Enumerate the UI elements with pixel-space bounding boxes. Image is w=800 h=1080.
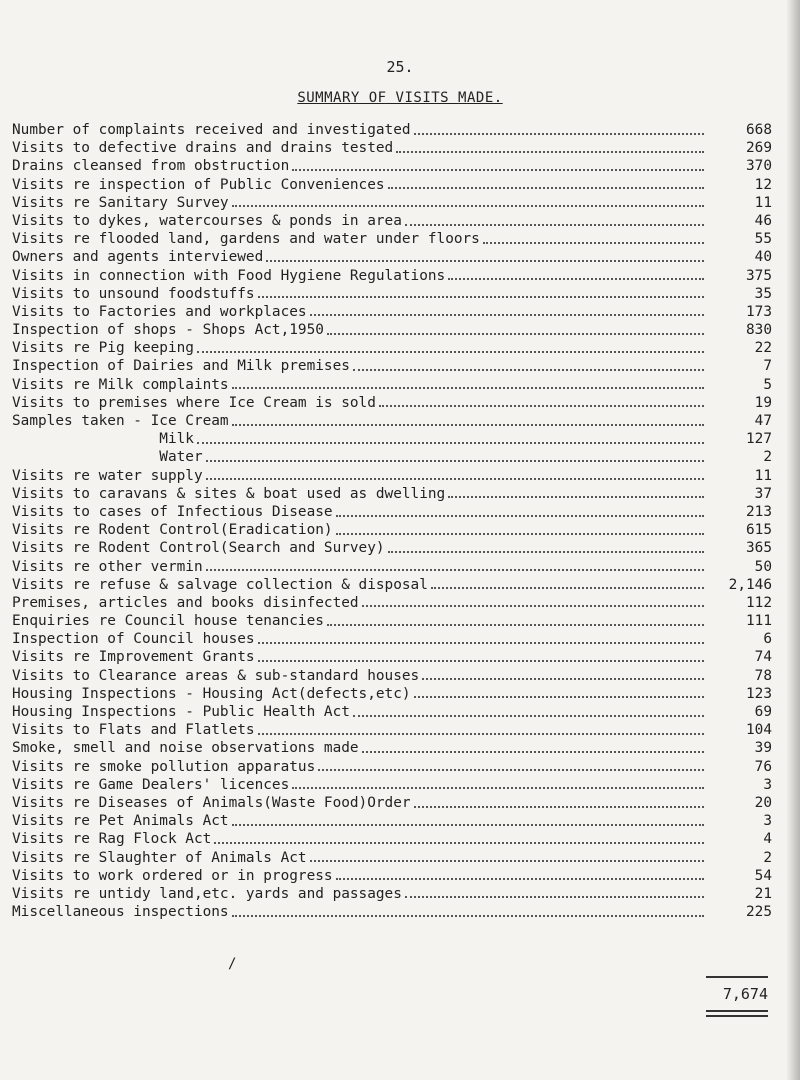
item-count: 7 (763, 358, 772, 375)
dot-leader (232, 205, 704, 207)
dot-leader (206, 569, 704, 571)
list-item (12, 867, 772, 885)
list-item (12, 139, 772, 157)
item-label: Smoke, smell and noise observations made (12, 740, 359, 757)
list-item (12, 394, 772, 412)
dot-leader (414, 696, 704, 698)
list-item (12, 503, 772, 521)
item-label: Visits to work ordered or in progress (12, 867, 333, 884)
item-count: 6 (763, 631, 772, 648)
list-item (12, 849, 772, 867)
item-label: Visits to Clearance areas & sub-standard houses (12, 667, 420, 684)
item-count: 127 (746, 431, 772, 448)
item-label: Visits re Rodent Control(Eradication) (12, 522, 333, 539)
item-label: Housing Inspections - Housing Act(defects,etc) (12, 685, 411, 702)
list-item (12, 212, 772, 230)
pencil-tick-mark: / (228, 956, 237, 972)
item-label: Visits to cases of Infectious Disease (12, 503, 333, 520)
item-count: 54 (754, 867, 772, 884)
item-label: Visits re refuse & salvage collection & disposal (12, 576, 428, 593)
item-label: Miscellaneous inspections (12, 904, 229, 921)
item-count: 19 (754, 394, 772, 411)
item-count: 213 (746, 503, 772, 520)
list-item (12, 485, 772, 503)
list-item (12, 521, 772, 539)
dot-leader (197, 351, 704, 353)
item-label: Visits re Milk complaints (12, 376, 229, 393)
item-label: Visits in connection with Food Hygiene Regulations (12, 267, 446, 284)
dot-leader (232, 424, 704, 426)
list-item (12, 176, 772, 194)
list-item (12, 794, 772, 812)
item-count: 50 (754, 558, 772, 575)
dot-leader (327, 333, 704, 335)
item-label: Visits re Slaughter of Animals Act (12, 849, 307, 866)
item-count: 4 (763, 831, 772, 848)
list-item (12, 303, 772, 321)
item-label: Housing Inspections - Public Health Act (12, 704, 350, 720)
dot-leader (258, 660, 704, 662)
list-item (12, 467, 772, 485)
list-item (12, 412, 772, 430)
item-label: Visits re water supply (12, 467, 203, 484)
item-label: Owners and agents interviewed (12, 249, 264, 266)
item-count: 2 (763, 449, 772, 466)
item-label: Inspection of shops - Shops Act,1950 (12, 322, 324, 339)
list-item (12, 339, 772, 357)
dot-leader (336, 878, 704, 880)
dot-leader (292, 169, 704, 171)
item-count: 615 (746, 522, 772, 539)
item-label: Visits to defective drains and drains tested (12, 140, 394, 157)
page-title: SUMMARY OF VISITS MADE. (297, 90, 503, 106)
dot-leader (448, 496, 704, 498)
item-count: 830 (746, 322, 772, 339)
list-item (12, 703, 772, 721)
dot-leader (232, 915, 704, 917)
list-item (12, 612, 772, 630)
item-count: 21 (754, 885, 772, 902)
item-count: 2 (763, 849, 772, 866)
list-item (12, 194, 772, 212)
list-item (12, 157, 772, 175)
item-label: Visits re Pet Animals Act (12, 813, 229, 830)
dot-leader (414, 806, 704, 808)
item-label: Visits re Game Dealers' licences (12, 776, 290, 793)
total-value: 7,674 (722, 985, 768, 1003)
list-item (12, 357, 772, 375)
dot-leader (258, 296, 704, 298)
item-count: 11 (754, 467, 772, 484)
item-label: Samples taken - Ice Cream (12, 413, 229, 429)
page-edge-shadow (786, 0, 800, 1080)
dot-leader (318, 769, 704, 771)
item-count: 365 (746, 540, 772, 557)
item-count: 11 (754, 194, 772, 211)
dot-leader (396, 151, 704, 153)
item-count: 12 (754, 176, 772, 193)
item-count: 20 (754, 794, 772, 811)
dot-leader (388, 551, 704, 553)
list-item (12, 321, 772, 339)
item-label: Premises, articles and books disinfected (12, 594, 359, 611)
item-label: Visits re untidy land,etc. yards and passages (12, 885, 402, 902)
list-item (12, 594, 772, 612)
item-label: Visits re Pig keeping (12, 340, 194, 357)
item-label: Visits re Improvement Grants (12, 649, 255, 666)
dot-leader (197, 442, 704, 444)
list-item (12, 758, 772, 776)
item-label: Inspection of Council houses (12, 631, 255, 648)
item-count: 78 (754, 667, 772, 684)
list-item (12, 539, 772, 557)
item-count: 55 (754, 231, 772, 248)
list-item (12, 267, 772, 285)
item-count: 668 (746, 122, 772, 138)
item-label: Visits re Rodent Control(Search and Survey) (12, 540, 385, 557)
item-count: 47 (754, 413, 772, 429)
item-count: 104 (746, 722, 772, 739)
item-label: Visits to Factories and workplaces (12, 303, 307, 320)
item-count: 76 (754, 758, 772, 775)
visits-summary-list (12, 121, 772, 921)
item-label: Visits to dykes, watercourses & ponds in area (12, 212, 402, 229)
item-count: 123 (746, 685, 772, 702)
item-label: Visits to premises where Ice Cream is sold (12, 394, 376, 411)
dot-leader (266, 260, 704, 262)
item-count: 22 (754, 340, 772, 357)
dot-leader (232, 387, 704, 389)
dot-leader (292, 787, 704, 789)
item-count: 46 (754, 212, 772, 229)
item-label: Visits to caravans & sites & boat used as dwelling (12, 485, 446, 502)
dot-leader (405, 896, 704, 898)
item-count: 39 (754, 740, 772, 757)
item-count: 5 (763, 376, 772, 393)
item-count: 3 (763, 813, 772, 830)
item-count: 3 (763, 776, 772, 793)
dot-leader (206, 478, 704, 480)
dot-leader (362, 605, 704, 607)
dot-leader (336, 515, 704, 517)
list-item (12, 248, 772, 266)
dot-leader (431, 587, 704, 589)
list-item (12, 885, 772, 903)
item-label: Drains cleansed from obstruction (12, 158, 290, 175)
double-underline (706, 1010, 768, 1017)
dot-leader (214, 842, 704, 844)
item-count: 2,146 (728, 576, 772, 593)
item-count: 173 (746, 303, 772, 320)
list-item (12, 430, 772, 448)
list-item (12, 830, 772, 848)
list-item (12, 630, 772, 648)
item-count: 74 (754, 649, 772, 666)
dot-leader (422, 678, 704, 680)
item-label: Inspection of Dairies and Milk premises (12, 358, 350, 375)
list-item (12, 558, 772, 576)
list-item (12, 776, 772, 794)
list-item (12, 721, 772, 739)
dot-leader (362, 751, 704, 753)
item-label: Enquiries re Council house tenancies (12, 613, 324, 630)
item-count: 35 (754, 285, 772, 302)
item-count: 69 (754, 704, 772, 720)
item-label: Number of complaints received and investigated (12, 122, 411, 138)
item-label: Milk (12, 431, 194, 448)
dot-leader (405, 224, 704, 226)
item-label: Visits re inspection of Public Conveniences (12, 176, 385, 193)
page-number: 25. (386, 58, 414, 76)
item-label: Visits to Flats and Flatlets (12, 722, 255, 739)
dot-leader (448, 278, 704, 280)
dot-leader (327, 624, 704, 626)
dot-leader (353, 715, 704, 717)
item-label: Water (12, 449, 203, 466)
dot-leader (310, 860, 704, 862)
item-count: 112 (746, 594, 772, 611)
item-label: Visits re other vermin (12, 558, 203, 575)
item-label: Visits re Sanitary Survey (12, 194, 229, 211)
dot-leader (310, 314, 704, 316)
list-item (12, 285, 772, 303)
dot-leader (379, 405, 704, 407)
list-item (12, 903, 772, 921)
item-count: 370 (746, 158, 772, 175)
dot-leader (353, 369, 704, 371)
list-item (12, 376, 772, 394)
item-label: Visits re smoke pollution apparatus (12, 758, 316, 775)
item-label: Visits re Diseases of Animals(Waste Food)Order (12, 794, 411, 811)
item-label: Visits re flooded land, gardens and water under floors (12, 231, 480, 248)
list-item (12, 448, 772, 466)
total-rule (706, 976, 768, 978)
list-item (12, 812, 772, 830)
dot-leader (258, 642, 704, 644)
list-item (12, 667, 772, 685)
list-item (12, 739, 772, 757)
dot-leader (258, 733, 704, 735)
item-count: 40 (754, 249, 772, 266)
dot-leader (483, 242, 704, 244)
item-count: 37 (754, 485, 772, 502)
dot-leader (414, 133, 704, 135)
list-item (12, 230, 772, 248)
dot-leader (206, 460, 704, 462)
dot-leader (388, 187, 704, 189)
list-item (12, 685, 772, 703)
item-count: 225 (746, 904, 772, 921)
item-label: Visits to unsound foodstuffs (12, 285, 255, 302)
list-item (12, 648, 772, 666)
list-item (12, 576, 772, 594)
item-label: Visits re Rag Flock Act (12, 831, 212, 848)
item-count: 269 (746, 140, 772, 157)
dot-leader (232, 824, 704, 826)
item-count: 111 (746, 613, 772, 630)
list-item (12, 121, 772, 139)
dot-leader (336, 533, 704, 535)
item-count: 375 (746, 267, 772, 284)
